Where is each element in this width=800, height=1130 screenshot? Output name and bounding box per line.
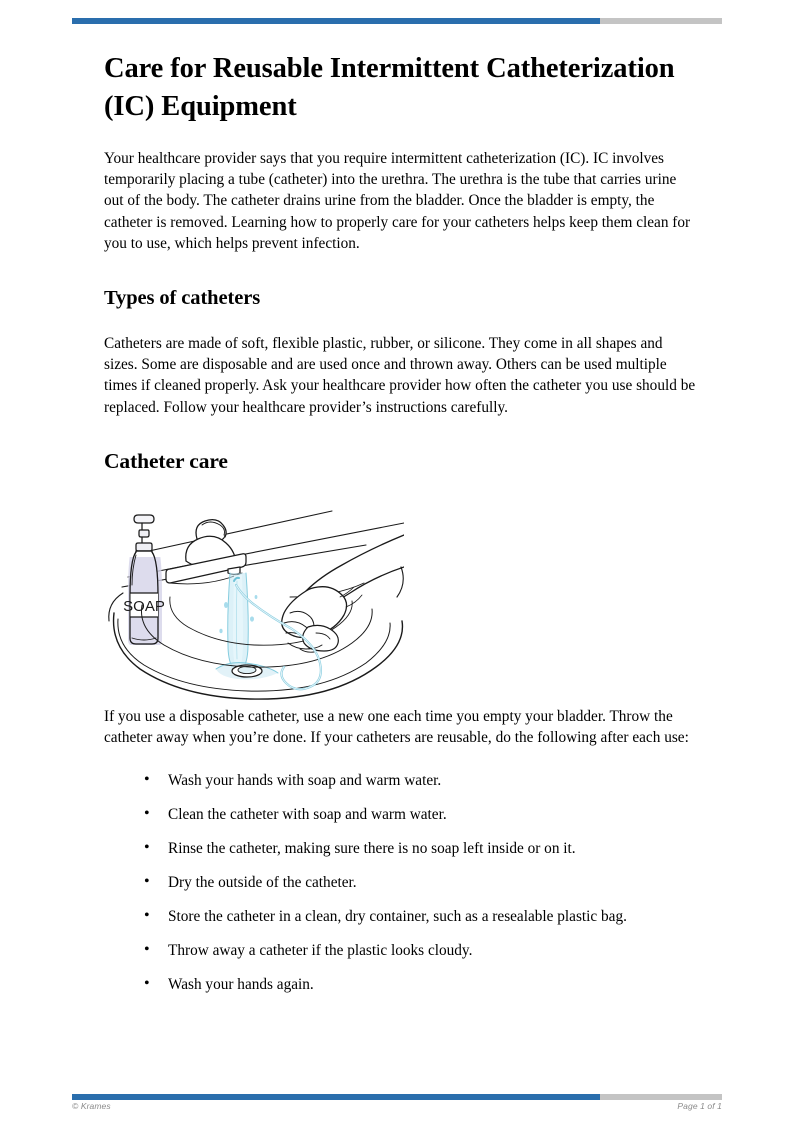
section-heading-catheter-care: Catheter care [104, 448, 228, 473]
list-item: • Wash your hands again. [144, 974, 696, 995]
page-number: Page 1 of 1 [677, 1101, 722, 1111]
header-rule-gray-segment [600, 18, 722, 24]
list-item: • Clean the catheter with soap and warm water. [144, 804, 696, 825]
section-paragraph-types-of-catheters: Catheters are made of soft, flexible plastic, rubber, or silicone. They come in all shapes and sizes. Some are disposable and are used once and thrown away. Others can be used multiple times if cleaned properly. Ask your healthcare provider how often the catheter you use should be replaced. Follow your healthcare provider’s instructions carefully. [104, 335, 696, 416]
footer-rule [72, 1094, 722, 1100]
list-item: • Wash your hands with soap and warm water. [144, 770, 696, 791]
copyright-notice: © Krames [72, 1101, 111, 1111]
intro-paragraph: Your healthcare provider says that you require intermittent catheterization (IC). IC involves temporarily placing a tube (catheter) into the urethra. The urethra is the tube that carries urine out of the body. The catheter drains urine from the bladder. Once the bladder is empty, the catheter is removed. Learning how to properly care for your catheters helps keep them clean for you to use, which helps prevent infection. [104, 150, 691, 252]
list-item: • Throw away a catheter if the plastic looks cloudy. [144, 940, 696, 961]
list-item: • Store the catheter in a clean, dry container, such as a resealable plastic bag. [144, 906, 696, 927]
section-heading-types-of-catheters: Types of catheters [104, 287, 261, 310]
page-footer [72, 1101, 722, 1111]
footer-rule-gray-segment [600, 1094, 722, 1100]
page-title: Care for Reusable Intermittent Catheterization (IC) Equipment [104, 53, 675, 122]
catheter-care-paragraph: If you use a disposable catheter, use a new one each time you empty your bladder. Throw the catheter away when you’re done. If your catheters are reusable, do the following after each use: [104, 707, 689, 747]
header-rule [72, 18, 722, 24]
sink-illustration-svg [104, 501, 404, 706]
care-steps-list [104, 770, 696, 995]
header-rule-blue-segment [72, 18, 600, 24]
document-content [104, 50, 696, 1008]
list-item: • Dry the outside of the catheter. [144, 872, 696, 893]
handwashing-catheter-in-sink-illustration [104, 501, 404, 706]
soap-bottle-label: SOAP [123, 597, 165, 615]
footer-rule-blue-segment [72, 1094, 600, 1100]
list-item: • Rinse the catheter, making sure there is no soap left inside or on it. [144, 838, 696, 859]
